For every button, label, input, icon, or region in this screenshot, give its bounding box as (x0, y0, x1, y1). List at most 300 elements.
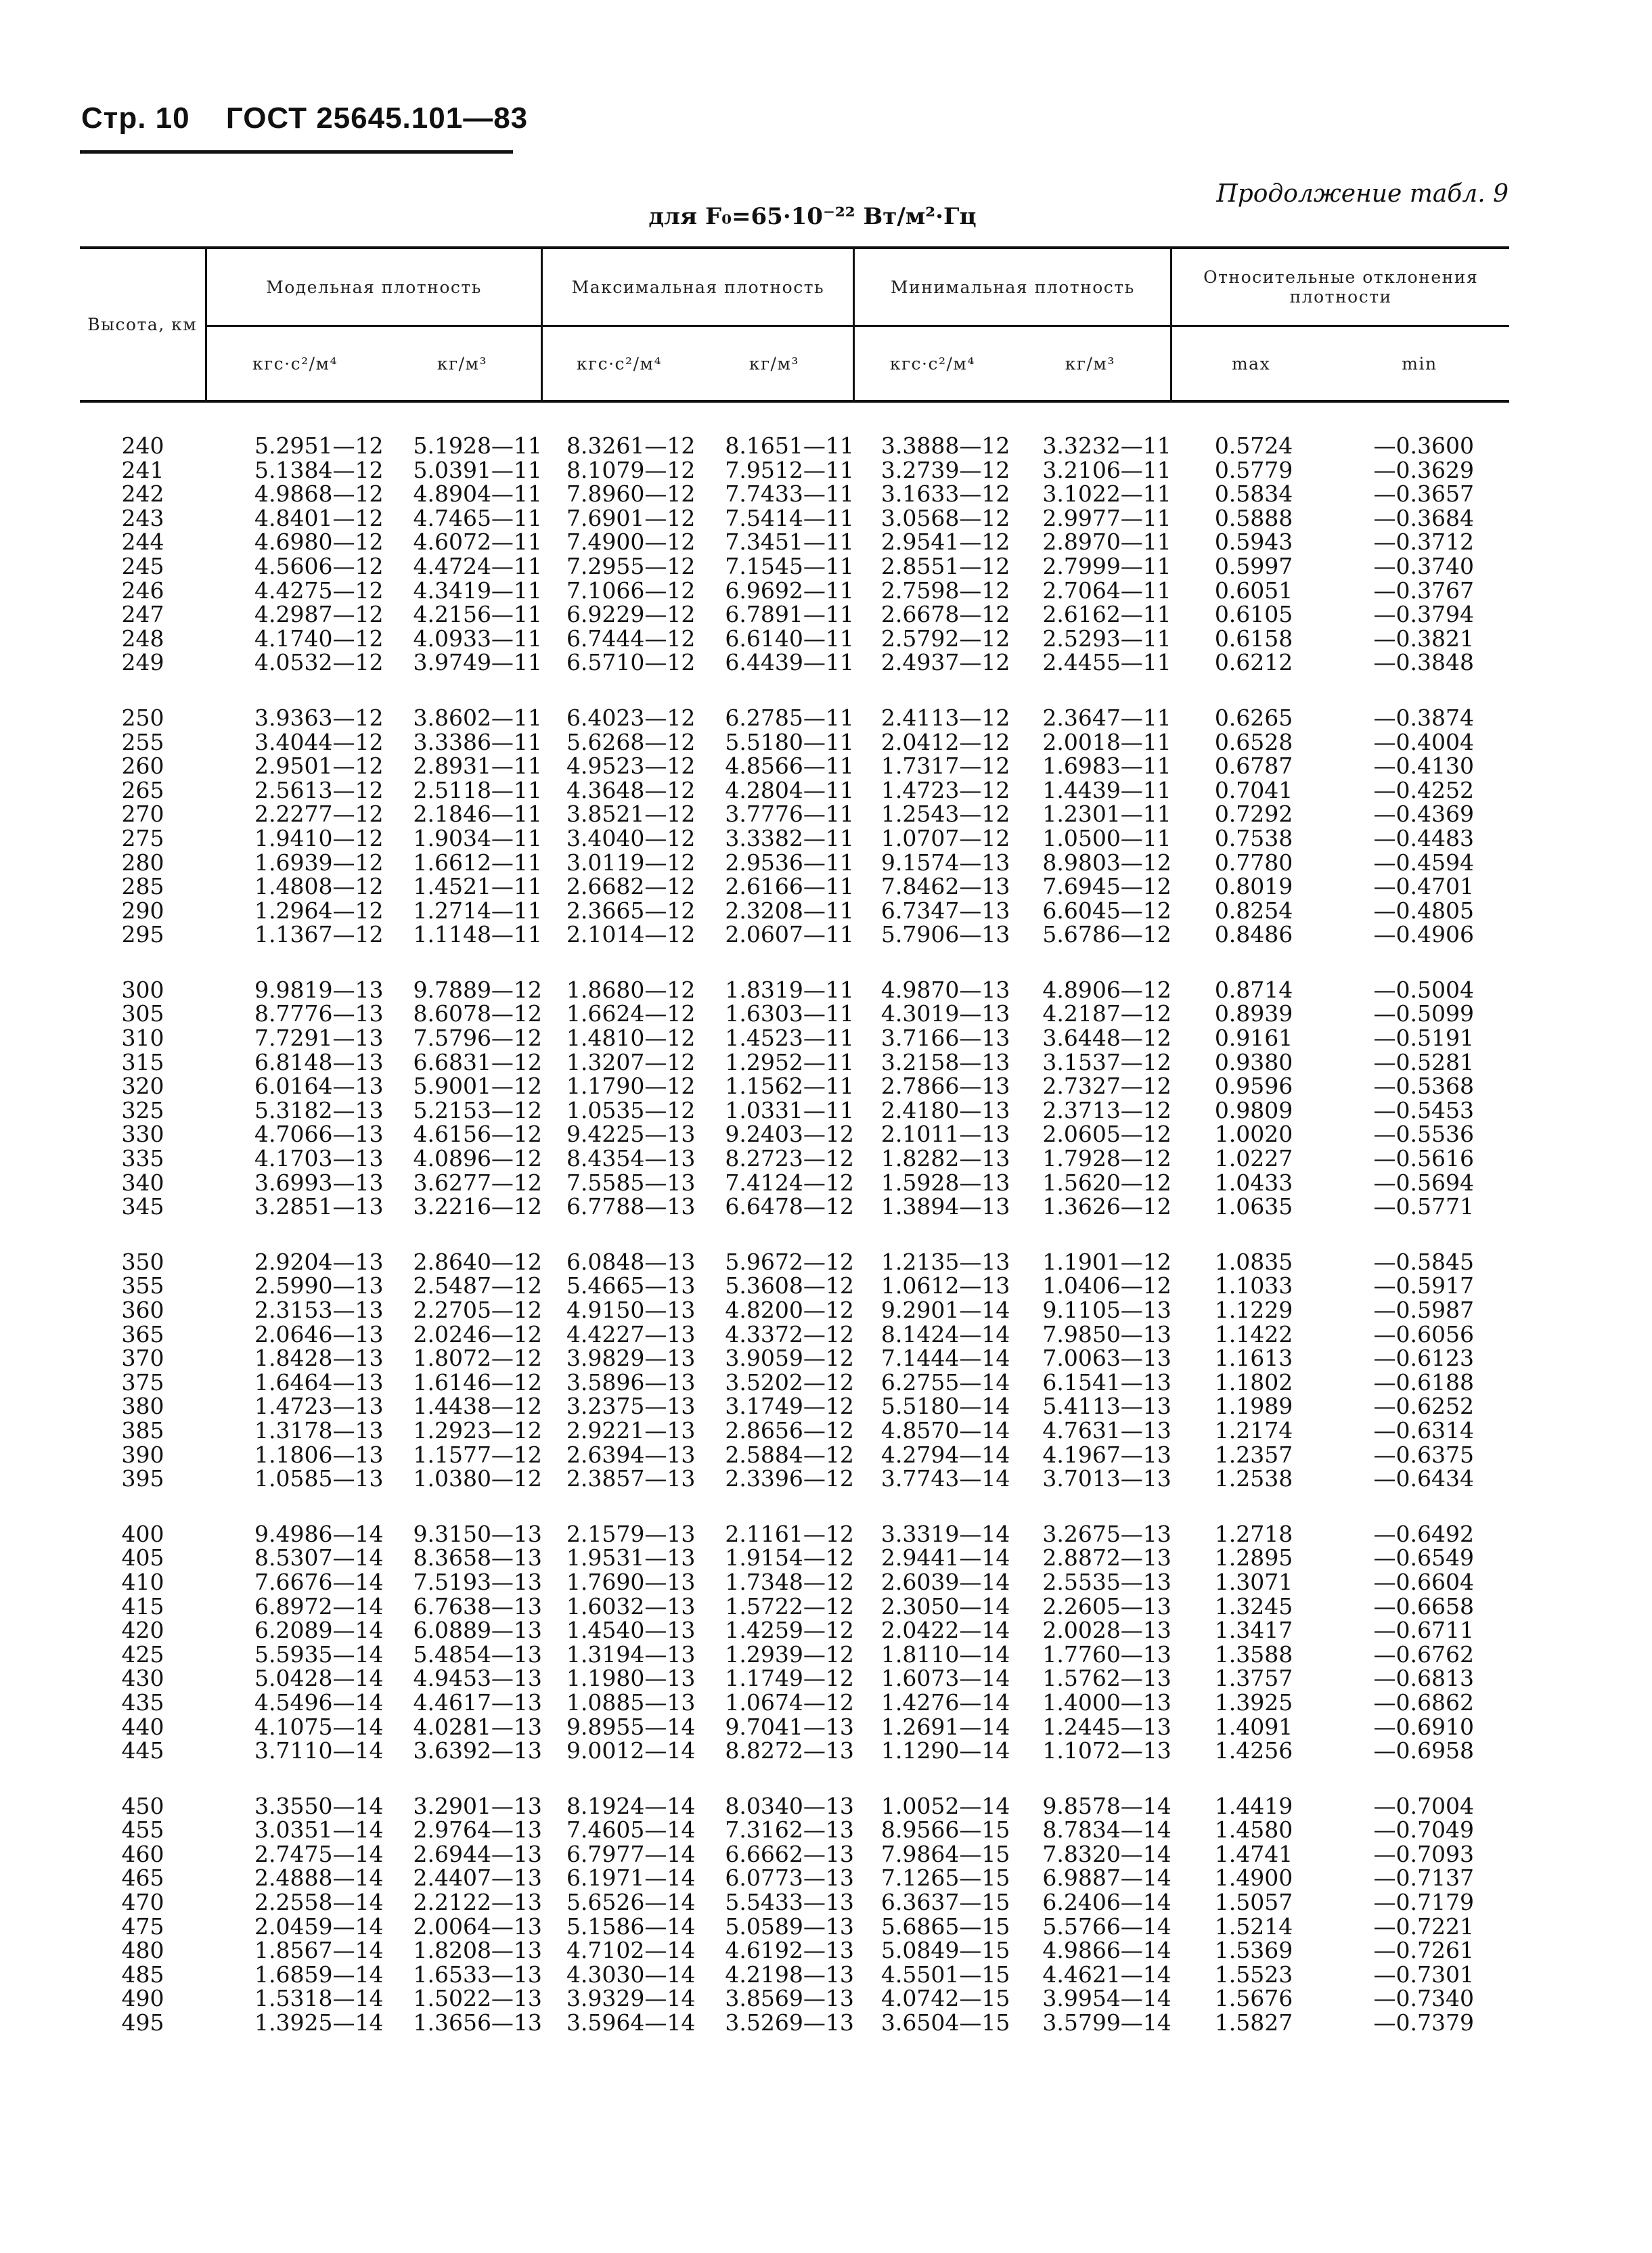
dev-min-cell: —0.3712 (1373, 529, 1474, 556)
min-kg-cell: 1.2445—13 (1042, 1713, 1171, 1740)
dev-max-cell: 1.3071 (1214, 1568, 1293, 1595)
dev-max-cell: 1.3417 (1214, 1617, 1293, 1644)
altitude-cell: 430 (121, 1665, 164, 1692)
model-kgf-cell: 7.7291—13 (254, 1025, 384, 1052)
max-kg-cell: 1.0674—12 (725, 1689, 854, 1716)
dev-min-cell: —0.5368 (1373, 1073, 1474, 1100)
dev-min-cell: —0.7093 (1373, 1840, 1474, 1867)
dev-min-cell: —0.6188 (1373, 1368, 1474, 1396)
dev-max-cell: 1.5057 (1214, 1889, 1293, 1916)
table-row (80, 1274, 1509, 1298)
max-kg-cell: 2.1161—12 (725, 1520, 854, 1547)
dev-min-cell: —0.6375 (1373, 1441, 1474, 1468)
continuation-label: Продолжение табл. 9 (1216, 180, 1509, 208)
max-kg-cell: 2.5884—12 (725, 1441, 854, 1468)
max-kg-cell: 7.3451—11 (725, 529, 854, 556)
model-kgf-cell: 4.7066—13 (254, 1121, 384, 1148)
table-subtitle (0, 203, 1652, 230)
altitude-cell: 435 (121, 1689, 164, 1716)
min-kg-cell: 1.7928—12 (1042, 1145, 1171, 1172)
model-kgf-cell: 5.0428—14 (254, 1665, 384, 1692)
dev-max-cell: 1.0227 (1214, 1145, 1293, 1172)
altitude-cell: 243 (121, 504, 164, 531)
min-kg-cell: 2.0028—13 (1042, 1617, 1171, 1644)
dev-min-cell: —0.6762 (1373, 1641, 1474, 1668)
dev-min-cell: —0.5987 (1373, 1297, 1474, 1323)
dev-max-cell: 0.6051 (1214, 577, 1293, 604)
min-kgf-cell: 2.6678—12 (880, 601, 1010, 628)
dev-max-cell: 0.9161 (1214, 1025, 1293, 1052)
table-row (80, 874, 1509, 899)
dev-min-cell: —0.6658 (1373, 1592, 1474, 1620)
dev-max-cell: 1.3757 (1214, 1665, 1293, 1692)
max-kg-cell: 1.8319—11 (725, 976, 854, 1003)
model-kgf-cell: 3.6993—13 (254, 1169, 384, 1196)
dev-min-cell: —0.7004 (1373, 1792, 1474, 1819)
max-kgf-cell: 7.6901—12 (566, 504, 696, 531)
max-kgf-cell: 2.6394—13 (566, 1441, 696, 1468)
altitude-cell: 310 (121, 1025, 164, 1052)
min-kg-cell: 1.0500—11 (1042, 824, 1171, 851)
max-kgf-cell: 2.6682—12 (566, 873, 696, 900)
max-kgf-cell: 6.1971—14 (566, 1865, 696, 1892)
min-kg-cell: 4.9866—14 (1042, 1937, 1171, 1964)
altitude-cell: 270 (121, 801, 164, 828)
model-kg-cell: 6.7638—13 (413, 1592, 542, 1620)
dev-min-cell: —0.3821 (1373, 625, 1474, 652)
dev-min-cell: —0.4594 (1373, 849, 1474, 876)
model-kg-cell: 1.4521—11 (413, 873, 542, 900)
max-kg-cell: 2.3208—11 (725, 897, 854, 924)
max-kgf-cell: 4.4227—13 (566, 1320, 696, 1347)
block-spacer (80, 1491, 1509, 1522)
max-kg-cell: 5.9672—12 (725, 1248, 854, 1275)
min-kg-cell: 1.6983—11 (1042, 753, 1171, 780)
model-kgf-cell: 8.7776—13 (254, 1000, 384, 1027)
model-kg-cell: 3.9749—11 (413, 649, 542, 676)
table-row (80, 1322, 1509, 1347)
table-row (80, 978, 1509, 1002)
model-kgf-cell: 9.9819—13 (254, 976, 384, 1003)
model-kgf-cell: 1.5318—14 (254, 1985, 384, 2012)
unit-min-kg: кг/м³ (1065, 353, 1115, 374)
model-kgf-cell: 2.7475—14 (254, 1840, 384, 1867)
table-row (80, 1842, 1509, 1867)
model-kg-cell: 3.2901—13 (413, 1792, 542, 1819)
model-kgf-cell: 2.0459—14 (254, 1913, 384, 1940)
altitude-cell: 420 (121, 1617, 164, 1644)
altitude-cell: 247 (121, 601, 164, 628)
table-header (80, 248, 1509, 401)
altitude-cell: 255 (121, 728, 164, 755)
group-relative-deviation: Относительные отклонения плотности (1171, 248, 1509, 326)
model-kgf-cell: 2.2277—12 (254, 801, 384, 828)
table-row (80, 1915, 1509, 1939)
min-kg-cell: 1.3626—12 (1042, 1193, 1171, 1220)
block-spacer (80, 401, 1509, 434)
dev-min-cell: —0.3848 (1373, 649, 1474, 676)
max-kg-cell: 3.5202—12 (725, 1368, 854, 1396)
min-kgf-cell: 2.0422—14 (880, 1617, 1010, 1644)
altitude-cell: 245 (121, 552, 164, 579)
max-kgf-cell: 8.4354—13 (566, 1145, 696, 1172)
dev-max-cell: 1.4419 (1214, 1792, 1293, 1819)
model-kg-cell: 2.9764—13 (413, 1816, 542, 1844)
max-kgf-cell: 7.8960—12 (566, 481, 696, 508)
min-kgf-cell: 4.3019—13 (880, 1000, 1010, 1027)
max-kg-cell: 1.4523—11 (725, 1025, 854, 1052)
dev-min-cell: —0.6549 (1373, 1544, 1474, 1571)
min-kg-cell: 6.1541—13 (1042, 1368, 1171, 1396)
dev-min-cell: —0.4369 (1373, 801, 1474, 828)
model-kg-cell: 1.5022—13 (413, 1985, 542, 2012)
min-kgf-cell: 7.1265—15 (880, 1865, 1010, 1892)
altitude-cell: 345 (121, 1193, 164, 1220)
table-row (80, 1467, 1509, 1491)
dev-min-cell: —0.7340 (1373, 1985, 1474, 2012)
min-kgf-cell: 3.6504—15 (880, 2009, 1010, 2036)
dev-max-cell: 0.6528 (1214, 728, 1293, 755)
max-kg-cell: 6.2785—11 (725, 704, 854, 731)
max-kg-cell: 1.4259—12 (725, 1617, 854, 1644)
min-kgf-cell: 3.1633—12 (880, 481, 1010, 508)
max-kg-cell: 3.7776—11 (725, 801, 854, 828)
min-kg-cell: 2.7064—11 (1042, 577, 1171, 604)
min-kgf-cell: 2.3050—14 (880, 1592, 1010, 1620)
group-min-density: Минимальная плотность (854, 248, 1171, 326)
altitude-cell: 475 (121, 1913, 164, 1940)
altitude-cell: 249 (121, 649, 164, 676)
table-row (80, 650, 1509, 675)
model-kg-cell: 5.0391—11 (413, 456, 542, 483)
table-row (80, 1122, 1509, 1146)
max-kg-cell: 5.5180—11 (725, 728, 854, 755)
model-kg-cell: 6.0889—13 (413, 1617, 542, 1644)
model-kg-cell: 5.1928—11 (413, 432, 542, 459)
dev-max-cell: 1.2895 (1214, 1544, 1293, 1571)
max-kgf-cell: 7.2955—12 (566, 552, 696, 579)
max-kg-cell: 1.5722—12 (725, 1592, 854, 1620)
min-kgf-cell: 2.0412—12 (880, 728, 1010, 755)
model-kg-cell: 4.6156—12 (413, 1121, 542, 1148)
model-kg-cell: 4.0281—13 (413, 1713, 542, 1740)
max-kgf-cell: 1.6624—12 (566, 1000, 696, 1027)
dev-min-cell: —0.7221 (1373, 1913, 1474, 1940)
min-kg-cell: 4.8906—12 (1042, 976, 1171, 1003)
model-kgf-cell: 6.8148—13 (254, 1048, 384, 1075)
min-kg-cell: 6.2406—14 (1042, 1889, 1171, 1916)
table-row (80, 506, 1509, 531)
dev-max-cell: 1.1033 (1214, 1272, 1293, 1299)
min-kgf-cell: 1.0612—13 (880, 1272, 1010, 1299)
max-kgf-cell: 6.4023—12 (566, 704, 696, 731)
model-kgf-cell: 8.5307—14 (254, 1544, 384, 1571)
dev-min-cell: —0.3657 (1373, 481, 1474, 508)
dev-max-cell: 0.5888 (1214, 504, 1293, 531)
model-kg-cell: 2.6944—13 (413, 1840, 542, 1867)
altitude-cell: 285 (121, 873, 164, 900)
table-row (80, 1195, 1509, 1219)
unit-max-kgf: кгс·с²/м⁴ (542, 326, 695, 402)
unit-model-kg: кг/м³ (437, 353, 488, 374)
max-kg-cell: 3.9059—12 (725, 1345, 854, 1372)
dev-max-cell: 1.1422 (1214, 1320, 1293, 1347)
altitude-cell: 265 (121, 776, 164, 803)
max-kgf-cell: 9.8955—14 (566, 1713, 696, 1740)
max-kg-cell: 8.8272—13 (725, 1737, 854, 1764)
max-kgf-cell: 6.9229—12 (566, 601, 696, 628)
min-kgf-cell: 3.7743—14 (880, 1465, 1010, 1492)
model-kg-cell: 3.6392—13 (413, 1737, 542, 1764)
model-kg-cell: 1.0380—12 (413, 1465, 542, 1492)
min-kg-cell: 2.3713—12 (1042, 1096, 1171, 1123)
altitude-cell: 315 (121, 1048, 164, 1075)
max-kg-cell: 1.2952—11 (725, 1048, 854, 1075)
header-rule (80, 150, 513, 154)
model-kg-cell: 2.8640—12 (413, 1248, 542, 1275)
table-row (80, 602, 1509, 627)
model-kg-cell: 4.0933—11 (413, 625, 542, 652)
min-kg-cell: 2.5293—11 (1042, 625, 1171, 652)
table-row (80, 1739, 1509, 1763)
min-kg-cell: 6.6045—12 (1042, 897, 1171, 924)
dev-max-cell: 1.5214 (1214, 1913, 1293, 1940)
dev-max-cell: 1.1989 (1214, 1393, 1293, 1420)
block-spacer (80, 1763, 1509, 1794)
max-kg-cell: 6.9692—11 (725, 577, 854, 604)
dev-min-cell: —0.6958 (1373, 1737, 1474, 1764)
dev-max-cell: 0.7292 (1214, 801, 1293, 828)
min-kg-cell: 3.2675—13 (1042, 1520, 1171, 1547)
dev-max-cell: 0.8939 (1214, 1000, 1293, 1027)
min-kg-cell: 9.8578—14 (1042, 1792, 1171, 1819)
min-kgf-cell: 2.9541—12 (880, 529, 1010, 556)
model-kg-cell: 3.6277—12 (413, 1169, 542, 1196)
min-kgf-cell: 1.1290—14 (880, 1737, 1010, 1764)
model-kgf-cell: 1.3178—13 (254, 1417, 384, 1444)
min-kg-cell: 3.7013—13 (1042, 1465, 1171, 1492)
min-kg-cell: 2.3647—11 (1042, 704, 1171, 731)
max-kg-cell: 3.3382—11 (725, 824, 854, 851)
min-kgf-cell: 2.4113—12 (880, 704, 1010, 731)
model-kgf-cell: 1.3925—14 (254, 2009, 384, 2036)
min-kgf-cell: 1.2543—12 (880, 801, 1010, 828)
max-kgf-cell: 1.3194—13 (566, 1641, 696, 1668)
model-kgf-cell: 2.9204—13 (254, 1248, 384, 1275)
max-kgf-cell: 1.8680—12 (566, 976, 696, 1003)
dev-min-cell: —0.3629 (1373, 456, 1474, 483)
altitude-cell: 305 (121, 1000, 164, 1027)
dev-max-cell: 1.4741 (1214, 1840, 1293, 1867)
altitude-cell: 275 (121, 824, 164, 851)
model-kg-cell: 9.7889—12 (413, 976, 542, 1003)
min-kg-cell: 1.1072—13 (1042, 1737, 1171, 1764)
model-kgf-cell: 1.1367—12 (254, 921, 384, 948)
max-kgf-cell: 9.0012—14 (566, 1737, 696, 1764)
altitude-cell: 495 (121, 2009, 164, 2036)
table-row (80, 458, 1509, 483)
dev-min-cell: —0.4701 (1373, 873, 1474, 900)
min-kgf-cell: 3.7166—13 (880, 1025, 1010, 1052)
dev-max-cell: 1.5676 (1214, 1985, 1293, 2012)
min-kg-cell: 4.4621—14 (1042, 1961, 1171, 1988)
model-kg-cell: 1.6612—11 (413, 849, 542, 876)
max-kgf-cell: 4.7102—14 (566, 1937, 696, 1964)
dev-max-cell: 1.4900 (1214, 1865, 1293, 1892)
model-kgf-cell: 3.7110—14 (254, 1737, 384, 1764)
model-kgf-cell: 1.4808—12 (254, 873, 384, 900)
table-body (80, 401, 1509, 2035)
dev-min-cell: —0.6910 (1373, 1713, 1474, 1740)
dev-max-cell: 1.3245 (1214, 1592, 1293, 1620)
block-spacer (80, 1219, 1509, 1250)
max-kgf-cell: 3.9829—13 (566, 1345, 696, 1372)
min-kgf-cell: 2.4937—12 (880, 649, 1010, 676)
max-kg-cell: 1.6303—11 (725, 1000, 854, 1027)
altitude-cell: 355 (121, 1272, 164, 1299)
min-kg-cell: 2.9977—11 (1042, 504, 1171, 531)
dev-max-cell: 1.5369 (1214, 1937, 1293, 1964)
model-kg-cell: 2.2122—13 (413, 1889, 542, 1916)
max-kg-cell: 6.0773—13 (725, 1865, 854, 1892)
max-kg-cell: 2.8656—12 (725, 1417, 854, 1444)
table-row (80, 1691, 1509, 1715)
altitude-cell: 320 (121, 1073, 164, 1100)
max-kgf-cell: 5.4665—13 (566, 1272, 696, 1299)
page-number: Стр. 10 (81, 102, 190, 135)
model-kgf-cell: 2.9501—12 (254, 753, 384, 780)
max-kgf-cell: 8.1924—14 (566, 1792, 696, 1819)
max-kgf-cell: 6.0848—13 (566, 1248, 696, 1275)
model-kg-cell: 6.6831—12 (413, 1048, 542, 1075)
min-kg-cell: 1.2301—11 (1042, 801, 1171, 828)
altitude-cell: 242 (121, 481, 164, 508)
altitude-cell: 385 (121, 1417, 164, 1444)
min-kgf-cell: 4.8570—14 (880, 1417, 1010, 1444)
table-row (80, 1346, 1509, 1370)
model-kgf-cell: 6.8972—14 (254, 1592, 384, 1620)
model-kgf-cell: 4.1703—13 (254, 1145, 384, 1172)
altitude-cell: 365 (121, 1320, 164, 1347)
min-kgf-cell: 2.6039—14 (880, 1568, 1010, 1595)
min-kg-cell: 3.2106—11 (1042, 456, 1171, 483)
min-kg-cell: 7.8320—14 (1042, 1840, 1171, 1867)
model-kgf-cell: 1.4723—13 (254, 1393, 384, 1420)
max-kg-cell: 5.3608—12 (725, 1272, 854, 1299)
model-kg-cell: 8.3658—13 (413, 1544, 542, 1571)
min-kg-cell: 2.8872—13 (1042, 1544, 1171, 1571)
dev-min-cell: —0.4805 (1373, 897, 1474, 924)
model-kg-cell: 5.9001—12 (413, 1073, 542, 1100)
dev-max-cell: 0.7780 (1214, 849, 1293, 876)
dev-max-cell: 1.0020 (1214, 1121, 1293, 1148)
max-kgf-cell: 1.3207—12 (566, 1048, 696, 1075)
table-row (80, 1866, 1509, 1890)
altitude-cell: 440 (121, 1713, 164, 1740)
dev-min-cell: —0.3684 (1373, 504, 1474, 531)
table-row (80, 730, 1509, 755)
dev-max-cell: 1.4580 (1214, 1816, 1293, 1844)
table-row (80, 1794, 1509, 1819)
model-kgf-cell: 2.0646—13 (254, 1320, 384, 1347)
model-kg-cell: 1.1577—12 (413, 1441, 542, 1468)
model-kg-cell: 2.1846—11 (413, 801, 542, 828)
dev-max-cell: 0.7538 (1214, 824, 1293, 851)
max-kg-cell: 7.1545—11 (725, 552, 854, 579)
max-kgf-cell: 1.1790—12 (566, 1073, 696, 1100)
max-kgf-cell: 8.3261—12 (566, 432, 696, 459)
max-kgf-cell: 1.1980—13 (566, 1665, 696, 1692)
min-kgf-cell: 1.0707—12 (880, 824, 1010, 851)
model-kg-cell: 1.1148—11 (413, 921, 542, 948)
max-kgf-cell: 7.4900—12 (566, 529, 696, 556)
dev-min-cell: —0.6252 (1373, 1393, 1474, 1420)
dev-max-cell: 0.9596 (1214, 1073, 1293, 1100)
dev-min-cell: —0.6123 (1373, 1345, 1474, 1372)
min-kgf-cell: 5.5180—14 (880, 1393, 1010, 1420)
dev-max-cell: 0.9380 (1214, 1048, 1293, 1075)
table-row (80, 530, 1509, 554)
min-kg-cell: 2.0605—12 (1042, 1121, 1171, 1148)
min-kgf-cell: 8.9566—15 (880, 1816, 1010, 1844)
altitude-cell: 290 (121, 897, 164, 924)
altitude-cell: 350 (121, 1248, 164, 1275)
max-kgf-cell: 5.6268—12 (566, 728, 696, 755)
dev-max-cell: 1.5827 (1214, 2009, 1293, 2036)
dev-min-cell: —0.4004 (1373, 728, 1474, 755)
min-kg-cell: 7.9850—13 (1042, 1320, 1171, 1347)
dev-max-cell: 0.8486 (1214, 921, 1293, 948)
altitude-cell: 240 (121, 432, 164, 459)
altitude-cell: 335 (121, 1145, 164, 1172)
dev-min-cell: —0.6492 (1373, 1520, 1474, 1547)
dev-min-cell: —0.3740 (1373, 552, 1474, 579)
min-kgf-cell: 3.0568—12 (880, 504, 1010, 531)
unit-max-kg: кг/м³ (749, 353, 799, 374)
dev-min-cell: —0.7137 (1373, 1865, 1474, 1892)
unit-dev-max: max (1171, 326, 1330, 402)
model-kgf-cell: 1.6859—14 (254, 1961, 384, 1988)
model-kgf-cell: 4.1075—14 (254, 1713, 384, 1740)
max-kgf-cell: 3.0119—12 (566, 849, 696, 876)
min-kg-cell: 2.7327—12 (1042, 1073, 1171, 1100)
table-row (80, 1618, 1509, 1643)
altitude-cell: 330 (121, 1121, 164, 1148)
model-kgf-cell: 3.2851—13 (254, 1193, 384, 1220)
max-kgf-cell: 4.9150—13 (566, 1297, 696, 1323)
table-row (80, 1963, 1509, 1987)
max-kgf-cell: 7.4605—14 (566, 1816, 696, 1844)
dev-max-cell: 0.6158 (1214, 625, 1293, 652)
min-kgf-cell: 1.2135—13 (880, 1248, 1010, 1275)
unit-min-kgf: кгс·с²/м⁴ (854, 326, 1010, 402)
min-kgf-cell: 6.7347—13 (880, 897, 1010, 924)
max-kg-cell: 2.9536—11 (725, 849, 854, 876)
min-kg-cell: 1.4439—11 (1042, 776, 1171, 803)
model-kgf-cell: 6.2089—14 (254, 1617, 384, 1644)
min-kgf-cell: 4.2794—14 (880, 1441, 1010, 1468)
altitude-cell: 280 (121, 849, 164, 876)
model-kgf-cell: 5.3182—13 (254, 1096, 384, 1123)
dev-min-cell: —0.6056 (1373, 1320, 1474, 1347)
min-kg-cell: 2.4455—11 (1042, 649, 1171, 676)
dev-min-cell: —0.5004 (1373, 976, 1474, 1003)
max-kgf-cell: 6.7977—14 (566, 1840, 696, 1867)
model-kg-cell: 7.5193—13 (413, 1568, 542, 1595)
altitude-cell: 375 (121, 1368, 164, 1396)
model-kgf-cell: 5.2951—12 (254, 432, 384, 459)
dev-max-cell: 1.1613 (1214, 1345, 1293, 1372)
